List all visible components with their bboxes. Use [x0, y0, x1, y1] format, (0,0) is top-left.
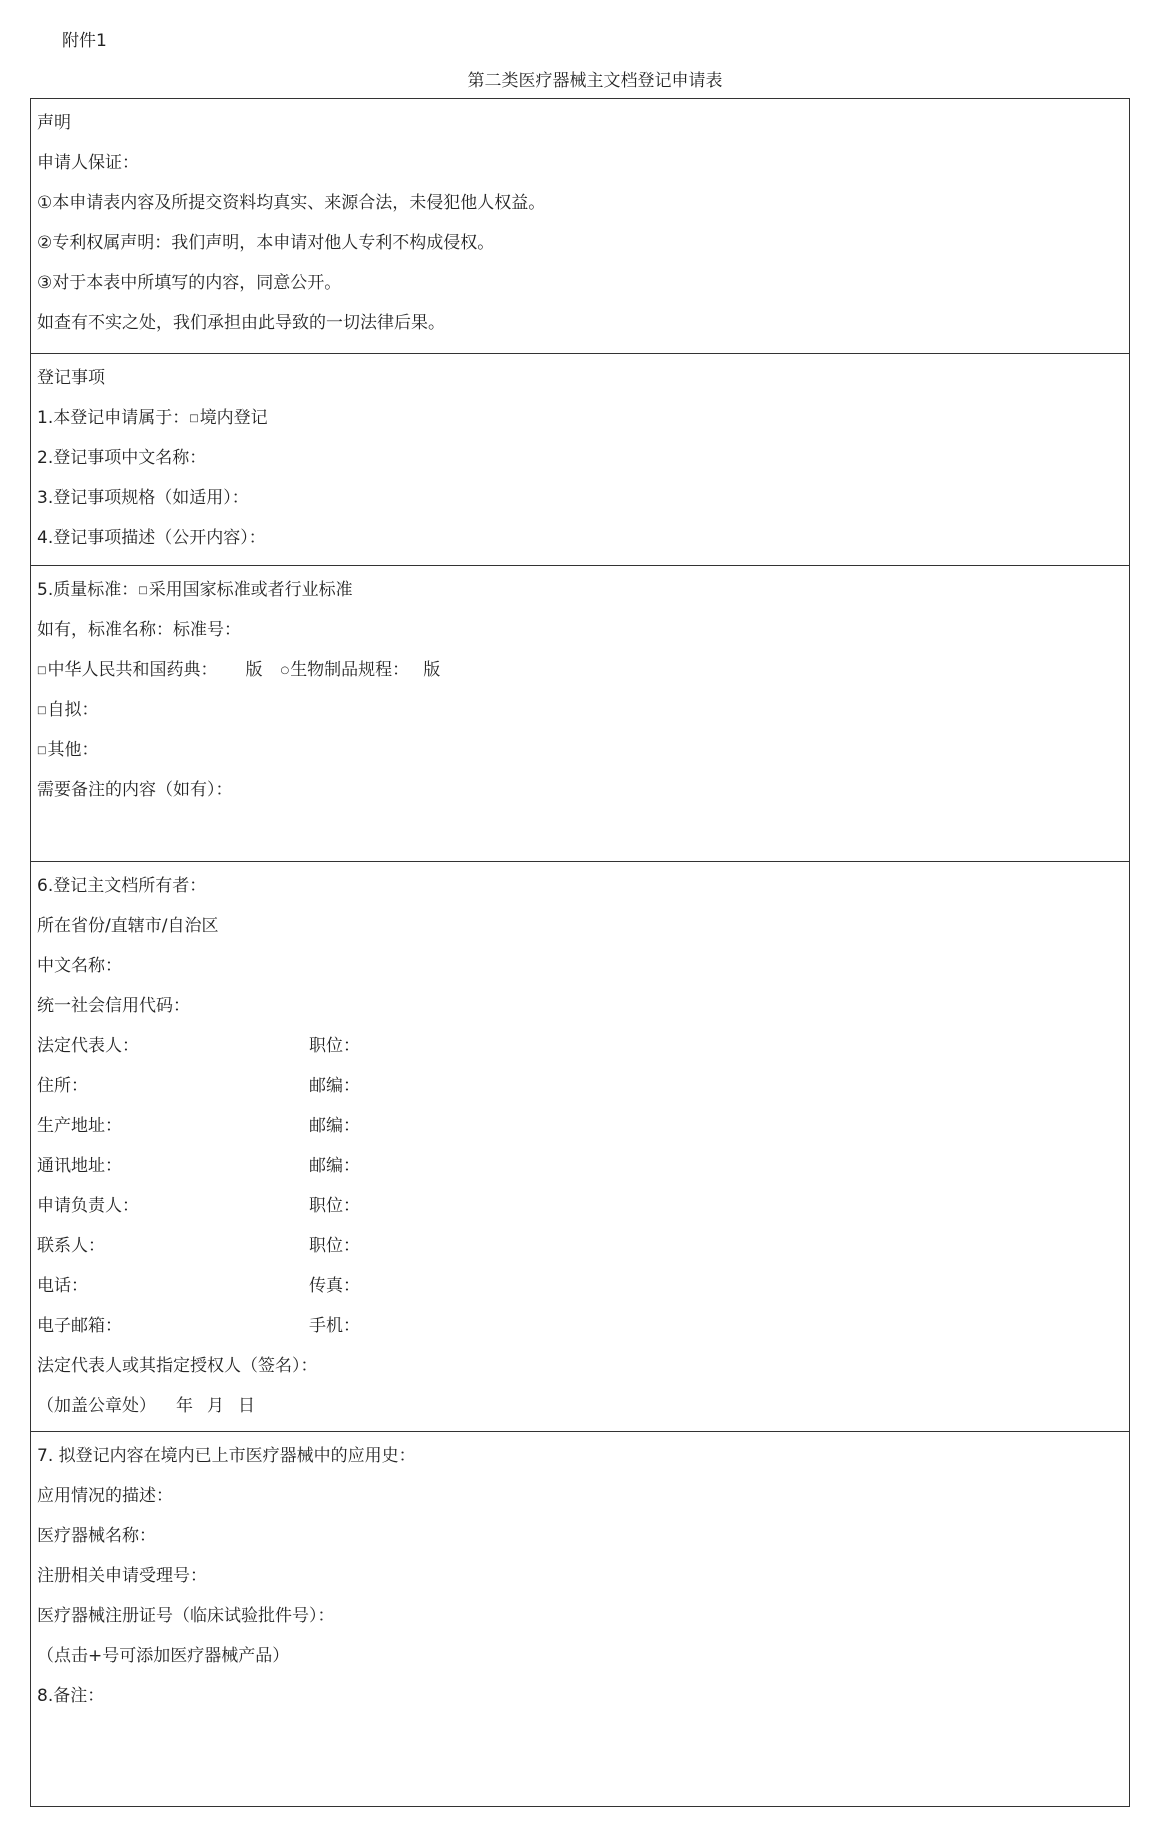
owner-row [37, 1274, 1129, 1314]
owner-row [37, 1234, 1129, 1274]
bio-rules-label: 生物制品规程： [290, 660, 410, 680]
quality-standard-row [37, 578, 1129, 618]
domestic-registration-option: 境内登记 [199, 408, 268, 428]
registration-spec: 3.登记事项规格（如适用）： [37, 488, 249, 508]
edition-label-1: 版 [245, 660, 263, 680]
owner-credit-code: 统一社会信用代码： [37, 996, 190, 1016]
owner-row [37, 1154, 1129, 1194]
other-standard-row [37, 738, 1129, 778]
history-section [31, 1431, 1129, 1806]
production-address-label: 生产地址： [37, 1116, 122, 1136]
form-title: 第二类医疗器械主文档登记申请表 [467, 71, 723, 91]
phone-label: 电话： [37, 1276, 88, 1296]
declaration-section [31, 99, 1129, 353]
contact-person-position-label: 职位： [309, 1236, 360, 1256]
declaration-item-1: ①本申请表内容及所提交资料均真实、来源合法，未侵犯他人权益。 [37, 193, 546, 213]
pharmacopoeia-row [37, 658, 1129, 698]
email-label: 电子邮箱： [37, 1316, 122, 1336]
registration-type-label: 1.本登记申请属于： [37, 408, 190, 428]
national-standard-option: 采用国家标准或者行业标准 [148, 580, 353, 600]
owner-row [37, 1314, 1129, 1354]
mailing-postcode-label: 邮编： [309, 1156, 360, 1176]
quality-section [31, 565, 1129, 861]
checkbox-icon[interactable]: □ [189, 413, 199, 424]
owner-row [37, 1074, 1129, 1114]
pharmacopoeia-label: 中华人民共和国药典： [47, 660, 218, 680]
owner-row [37, 1114, 1129, 1154]
attachment-label: 附件1 [62, 31, 107, 51]
declaration-item-3: ③对于本表中所填写的内容，同意公开。 [37, 273, 342, 293]
registration-type-row [37, 406, 1129, 446]
self-drafted-row [37, 698, 1129, 738]
legal-representative-position-label: 职位： [309, 1036, 360, 1056]
mobile-label: 手机： [309, 1316, 360, 1336]
declaration-heading: 声明 [37, 113, 71, 133]
radio-icon[interactable]: ○ [280, 665, 290, 676]
checkbox-icon[interactable]: □ [37, 745, 47, 756]
registration-description: 4.登记事项描述（公开内容）： [37, 528, 266, 548]
declaration-guarantee: 申请人保证： [37, 153, 139, 173]
seal-label: （加盖公章处） [37, 1396, 156, 1416]
day-label: 日 [238, 1396, 255, 1416]
add-device-hint[interactable]: （点击+号可添加医疗器械产品） [37, 1646, 290, 1666]
owner-cn-name: 中文名称： [37, 956, 122, 976]
declaration-item-2: ②专利权属声明：我们声明，本申请对他人专利不构成侵权。 [37, 233, 495, 253]
residence-label: 住所： [37, 1076, 88, 1096]
owner-row [37, 1034, 1129, 1074]
checkbox-icon[interactable]: □ [37, 705, 47, 716]
application-manager-label: 申请负责人： [37, 1196, 139, 1216]
seal-date-row [37, 1394, 1129, 1420]
quality-standard-label: 5.质量标准： [37, 580, 139, 600]
declaration-liability: 如查有不实之处，我们承担由此导致的一切法律后果。 [37, 313, 445, 333]
mailing-address-label: 通讯地址： [37, 1156, 122, 1176]
registration-cert-number: 医疗器械注册证号（临床试验批件号）： [37, 1606, 335, 1626]
self-drafted-label: 自拟： [47, 700, 99, 720]
checkbox-icon[interactable]: □ [37, 665, 47, 676]
owner-heading: 6.登记主文档所有者： [37, 876, 207, 896]
fax-label: 传真： [309, 1276, 360, 1296]
other-standard-label: 其他： [47, 740, 99, 760]
application-form [30, 98, 1130, 1807]
device-name: 医疗器械名称： [37, 1526, 156, 1546]
registration-cn-name: 2.登记事项中文名称： [37, 448, 207, 468]
standard-info: 如有，标准名称：标准号： [37, 620, 241, 640]
registration-section [31, 353, 1129, 565]
history-heading: 7. 拟登记内容在境内已上市医疗器械中的应用史： [37, 1446, 416, 1466]
acceptance-number: 注册相关申请受理号： [37, 1566, 207, 1586]
checkbox-icon[interactable]: □ [138, 585, 148, 596]
usage-description: 应用情况的描述： [37, 1486, 173, 1506]
owner-province: 所在省份/直辖市/自治区 [37, 916, 219, 936]
owner-row [37, 1194, 1129, 1234]
production-postcode-label: 邮编： [309, 1116, 360, 1136]
contact-person-label: 联系人： [37, 1236, 105, 1256]
month-label: 月 [207, 1396, 224, 1416]
year-label: 年 [176, 1396, 193, 1416]
application-manager-position-label: 职位： [309, 1196, 360, 1216]
signature-line: 法定代表人或其指定授权人（签名）： [37, 1356, 318, 1376]
notes-label: 8.备注： [37, 1686, 105, 1706]
registration-heading: 登记事项 [37, 368, 105, 388]
quality-remarks: 需要备注的内容（如有）： [37, 780, 233, 800]
residence-postcode-label: 邮编： [309, 1076, 360, 1096]
edition-label-2: 版 [423, 660, 441, 680]
owner-section [31, 861, 1129, 1431]
legal-representative-label: 法定代表人： [37, 1036, 139, 1056]
